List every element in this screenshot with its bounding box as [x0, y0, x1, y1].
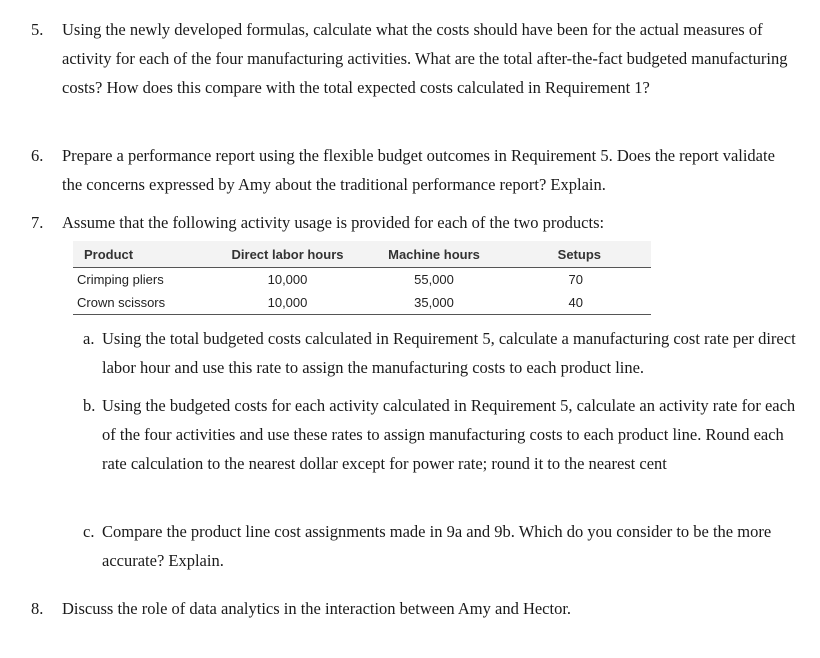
question-8 [31, 594, 791, 623]
table-row [73, 268, 651, 292]
cell-product: Crown scissors [73, 291, 205, 315]
question-5 [31, 15, 791, 102]
column-header-machine-hours: Machine hours [370, 241, 498, 268]
cell-setups: 40 [498, 291, 651, 315]
subquestion-text: Compare the product line cost assignments made in 9a and 9b. Which do you consider to be the more accurate? Explain. [102, 522, 772, 570]
question-6 [31, 141, 791, 199]
subquestion-letter: b. [83, 396, 96, 415]
question-number: 8. [31, 599, 44, 618]
question-number: 6. [31, 146, 44, 165]
question-number: 5. [31, 20, 44, 39]
cell-setups: 70 [568, 272, 583, 287]
cell-machine-hours: 55,000 [414, 272, 454, 287]
column-header-direct-labor-hours: Direct labor hours [205, 241, 370, 268]
activity-usage-table [73, 241, 651, 315]
table-header-row [73, 241, 651, 268]
question-number: 7. [31, 213, 44, 232]
subquestion-text: Using the budgeted costs for each activity calculated in Requirement 5, calculate an activity rate for each of the four activities and use these rates to assign manufacturing costs to each product line. Round each rate calculation to the nearest dollar except for power rate; round it to the nearest cent [102, 396, 796, 473]
subquestion-c [83, 517, 803, 575]
cell-direct-labor-hours: 10,000 [205, 291, 370, 315]
subquestion-text: Using the total budgeted costs calculated in Requirement 5, calculate a manufacturing cost rate per direct labor hour and use this rate to assign the manufacturing costs to each product line. [102, 329, 796, 377]
question-text: Prepare a performance report using the flexible budget outcomes in Requirement 5. Does the report validate the concerns expressed by Amy about the traditional performance report? Explain. [62, 146, 775, 194]
column-header-setups: Setups [498, 241, 651, 268]
subquestion-letter: c. [83, 522, 95, 541]
cell-direct-labor-hours: 10,000 [267, 272, 308, 287]
subquestion-letter: a. [83, 329, 95, 348]
subquestion-a [83, 324, 803, 382]
question-7 [31, 208, 791, 237]
question-text: Using the newly developed formulas, calculate what the costs should have been for the actual measures of activity for each of the four manufacturing activities. What are the total after-the-fact budgeted manufacturing costs? How does this compare with the total expected costs calculated in Requirement 1? [62, 20, 788, 97]
cell-machine-hours: 35,000 [370, 291, 498, 315]
question-text: Assume that the following activity usage is provided for each of the two products: [62, 213, 605, 232]
question-text: Discuss the role of data analytics in the interaction between Amy and Hector. [62, 599, 572, 618]
cell-product: Crimping pliers [77, 272, 164, 287]
table-row [73, 291, 651, 315]
subquestion-b [83, 391, 803, 478]
column-header-product: Product [73, 241, 205, 268]
